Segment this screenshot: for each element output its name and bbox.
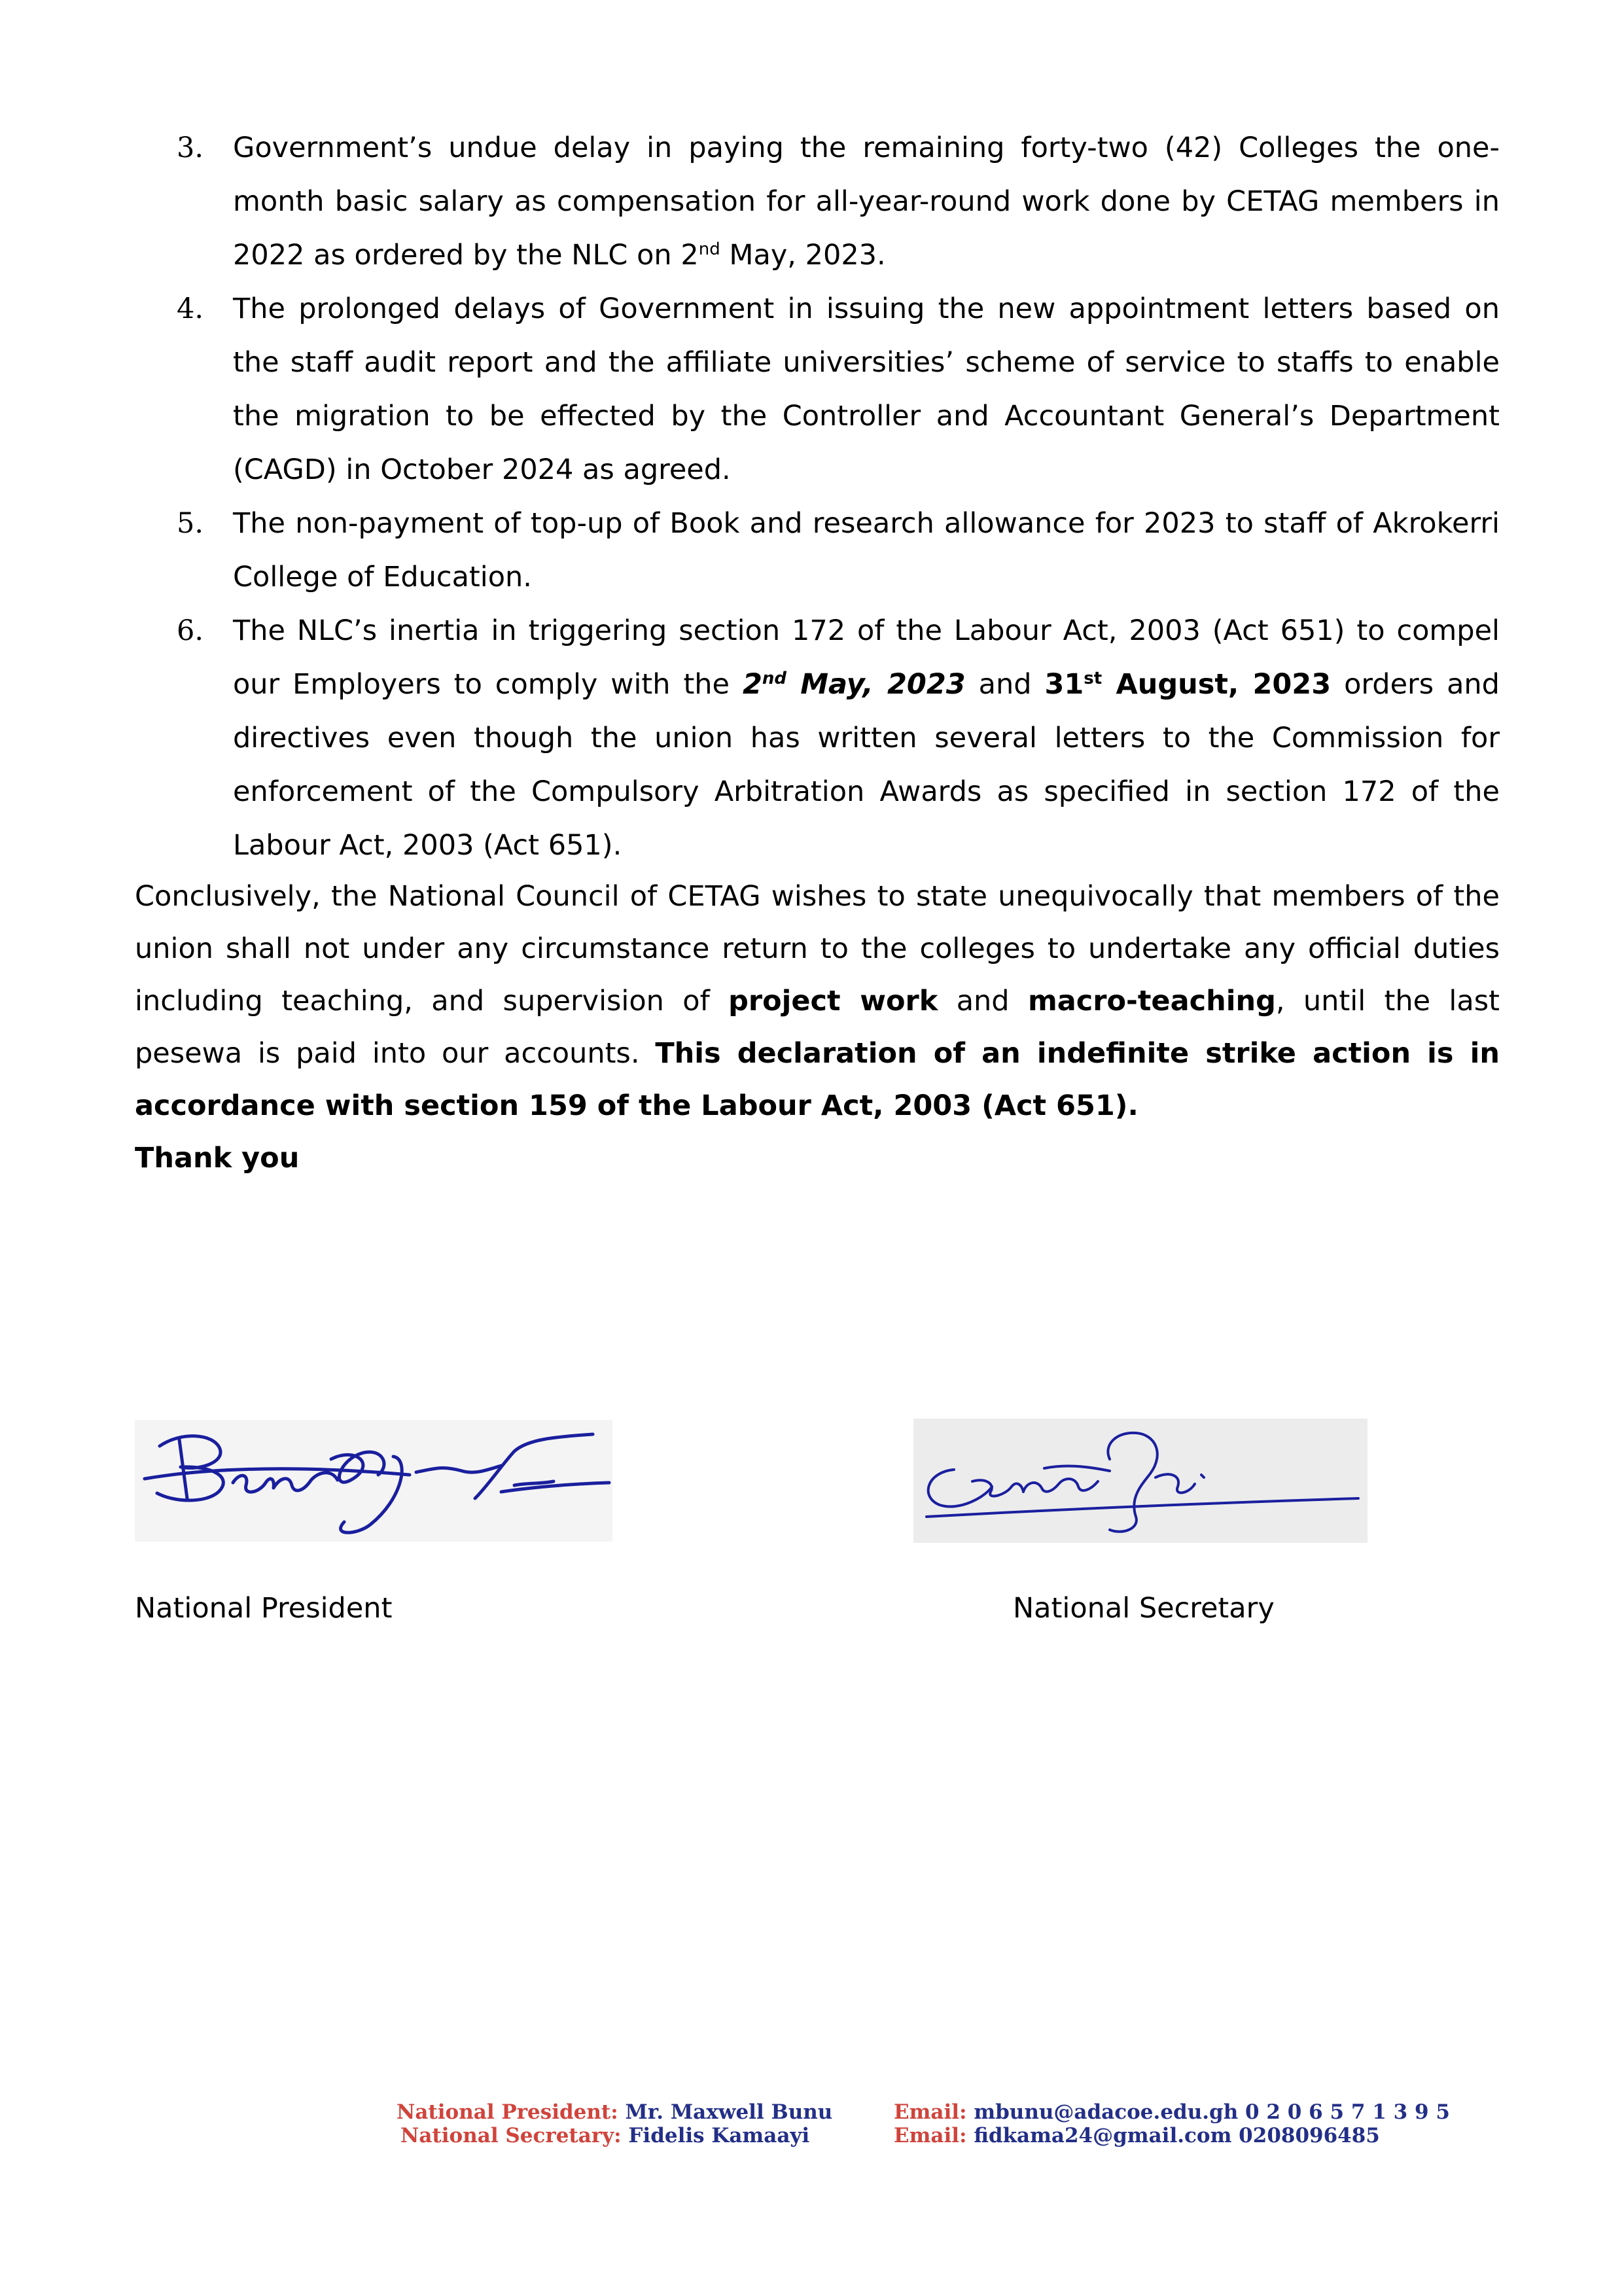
footer-label: Email: (894, 2124, 967, 2147)
date-may: 2 (742, 668, 762, 701)
footer-email[interactable]: mbunu@adacoe.edu.gh 0 2 0 6 5 7 1 3 9 5 (974, 2100, 1450, 2124)
emphasis-macro-teaching: macro-teaching (1027, 985, 1276, 1017)
list-item-text: The prolonged delays of Government in issuing the new appointment letters based on the staff audit report and the affiliate universities’ scheme of service to staffs to enable the migration to be effected by the Controller and Accountant General’s Department (CAGD) in October 2024 as agreed. (233, 292, 1500, 486)
list-item-text: orders and directives even though the union has written several letters to the Commission for enforcement of the Compulsory Arbitration Awards as specified in section 172 of the Labour Act, 2003 (Act 651). (233, 668, 1500, 862)
secretary-signature (913, 1419, 1368, 1543)
strike-declaration: This declaration of an indefinite strike action is in accordance with section 159 of the Labour Act, 2003 (Act 651). (135, 1037, 1500, 1122)
conclusion-text: , until the last pesewa is paid into our accounts. (135, 985, 1500, 1070)
footer-value: Mr. Maxwell Bunu (625, 2100, 833, 2124)
conclusion-text: Conclusively, the National Council of CETAG wishes to state unequivocally that members of the union shall not under any circumstance return to the colleges to undertake any official duties including teaching, and supervision of (135, 880, 1500, 1017)
date-august-rest: August, 2023 (1102, 668, 1332, 701)
closing-text: Thank you (135, 1142, 300, 1174)
list-item (177, 121, 1500, 282)
list-item (177, 604, 1500, 872)
list-item (177, 497, 1500, 604)
list-item-text: and (965, 668, 1045, 701)
secretary-title: National Secretary (1013, 1592, 1275, 1625)
conclusion-text: and (938, 985, 1028, 1017)
footer-label: National President: (397, 2100, 618, 2124)
footer-label: Email: (894, 2100, 967, 2124)
list-item-number: 6. (177, 614, 204, 647)
footer-email-president (894, 2099, 1450, 2125)
signature-image (135, 1420, 612, 1542)
list-item (177, 282, 1500, 497)
list-item-number: 4. (177, 292, 204, 325)
ordinal-suffix: st (1084, 669, 1103, 688)
ordinal-suffix: nd (698, 239, 720, 259)
signature-image (913, 1419, 1368, 1543)
list-item-text: The NLC’s inertia in triggering section 172 of the Labour Act, 2003 (Act 651) to compel our Employers to comply with the (233, 614, 1500, 701)
footer-email-secretary (894, 2123, 1380, 2149)
date-may-rest: May, 2023 (786, 668, 966, 701)
footer-president (397, 2099, 832, 2125)
list-item-text: May, 2023. (720, 239, 886, 272)
president-signature (135, 1420, 612, 1542)
ordinal-suffix: nd (762, 669, 786, 688)
footer-email[interactable]: fidkama24@gmail.com 0208096485 (974, 2124, 1380, 2147)
footer-secretary (400, 2123, 809, 2149)
list-item-number: 5. (177, 507, 204, 540)
grievance-list (177, 121, 1500, 872)
list-item-text: The non-payment of top-up of Book and research allowance for 2023 to staff of Akrokerri College of Education. (233, 507, 1500, 593)
list-item-number: 3. (177, 132, 204, 164)
footer-value: Fidelis Kamaayi (628, 2124, 810, 2147)
footer-label: National Secretary: (400, 2124, 622, 2147)
date-august: 31 (1044, 668, 1084, 701)
list-item-text: Government’s undue delay in paying the remaining forty-two (42) Colleges the one-month basic salary as compensation for all-year-round work done by CETAG members in 2022 as ordered by the NLC on 2 (233, 132, 1500, 272)
emphasis-project-work: project work (728, 985, 938, 1017)
president-title: National President (135, 1592, 393, 1625)
conclusion-paragraph (135, 870, 1500, 1132)
